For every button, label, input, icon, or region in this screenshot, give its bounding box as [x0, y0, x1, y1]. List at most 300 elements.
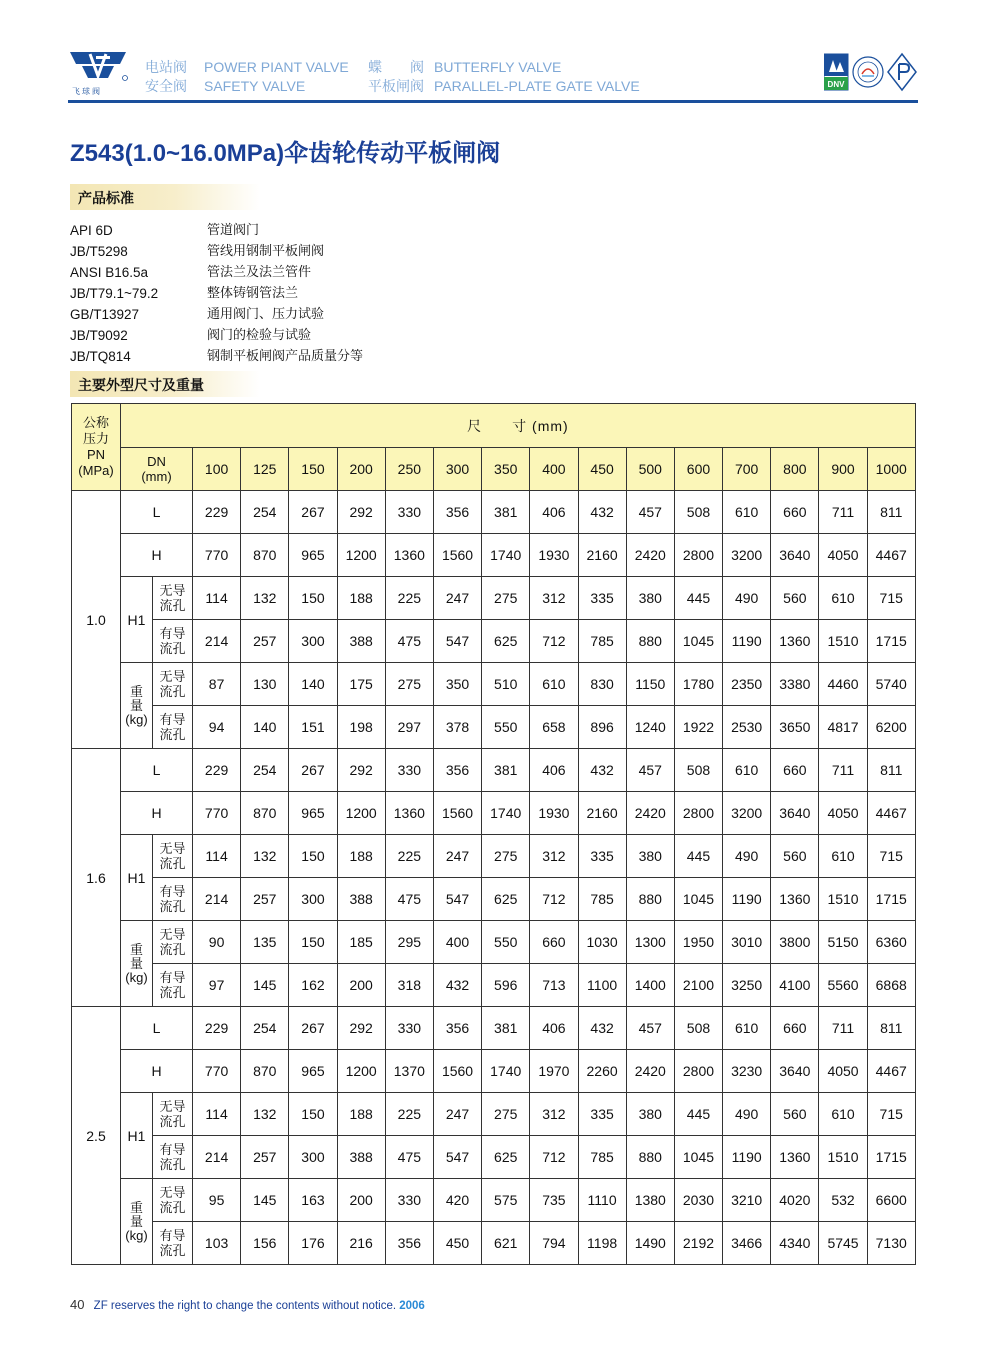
data-cell: 880	[626, 878, 674, 921]
data-cell: 1110	[578, 1179, 626, 1222]
data-cell: 2260	[578, 1050, 626, 1093]
data-cell: 257	[241, 620, 289, 663]
data-cell: 330	[385, 749, 433, 792]
data-cell: 1780	[674, 663, 722, 706]
data-cell: 162	[289, 964, 337, 1007]
data-cell: 1740	[482, 1050, 530, 1093]
data-cell: 140	[289, 663, 337, 706]
data-cell: 90	[193, 921, 241, 964]
data-cell: 490	[723, 835, 771, 878]
data-cell: 97	[193, 964, 241, 1007]
data-cell: 1030	[578, 921, 626, 964]
nav-cn-group-2	[368, 58, 424, 96]
dn-size-cell: 1000	[867, 448, 915, 491]
data-cell: 965	[289, 792, 337, 835]
data-cell: 297	[385, 706, 433, 749]
nav-cn-safety: 安全阀	[145, 78, 187, 94]
data-cell: 188	[337, 577, 385, 620]
data-cell: 378	[433, 706, 481, 749]
data-cell: 550	[482, 706, 530, 749]
data-cell: 1930	[530, 792, 578, 835]
data-cell: 6200	[867, 706, 915, 749]
data-cell: 275	[482, 835, 530, 878]
data-cell: 388	[337, 878, 385, 921]
data-cell: 1930	[530, 534, 578, 577]
data-cell: 3800	[771, 921, 819, 964]
data-cell: 254	[241, 491, 289, 534]
table-row	[72, 878, 916, 921]
table-row	[72, 835, 916, 878]
row-label-weight: 重 量 (kg)	[121, 1179, 153, 1265]
data-cell: 312	[530, 1093, 578, 1136]
data-cell: 94	[193, 706, 241, 749]
sub-label-no-hole: 无导 流孔	[153, 835, 193, 878]
data-cell: 335	[578, 577, 626, 620]
dn-size-cell: 250	[385, 448, 433, 491]
data-cell: 406	[530, 1007, 578, 1050]
company-logo-icon	[68, 44, 128, 92]
data-cell: 2160	[578, 792, 626, 835]
data-cell: 247	[433, 835, 481, 878]
data-cell: 550	[482, 921, 530, 964]
data-cell: 1190	[723, 1136, 771, 1179]
data-cell: 785	[578, 1136, 626, 1179]
data-cell: 1740	[482, 792, 530, 835]
data-cell: 200	[337, 964, 385, 1007]
data-cell: 1360	[385, 534, 433, 577]
data-cell: 381	[482, 1007, 530, 1050]
data-cell: 610	[530, 663, 578, 706]
data-cell: 713	[530, 964, 578, 1007]
data-cell: 432	[433, 964, 481, 1007]
data-cell: 2800	[674, 792, 722, 835]
page-header	[0, 0, 1000, 110]
data-cell: 490	[723, 577, 771, 620]
data-cell: 711	[819, 1007, 867, 1050]
table-row	[72, 1222, 916, 1265]
data-cell: 156	[241, 1222, 289, 1265]
row-label-l: L	[121, 491, 193, 534]
data-cell: 547	[433, 878, 481, 921]
sub-label-no-hole: 无导 流孔	[153, 1179, 193, 1222]
data-cell: 4020	[771, 1179, 819, 1222]
data-cell: 1380	[626, 1179, 674, 1222]
dn-size-cell: 600	[674, 448, 722, 491]
data-cell: 330	[385, 1179, 433, 1222]
data-cell: 254	[241, 1007, 289, 1050]
data-cell: 267	[289, 749, 337, 792]
data-cell: 432	[578, 491, 626, 534]
page-title: Z543(1.0~16.0MPa)伞齿轮传动平板闸阀	[70, 140, 501, 167]
data-cell: 4467	[867, 792, 915, 835]
data-cell: 432	[578, 749, 626, 792]
data-cell: 5150	[819, 921, 867, 964]
table-row	[72, 1007, 916, 1050]
sub-label-with-hole: 有导 流孔	[153, 706, 193, 749]
data-cell: 145	[241, 964, 289, 1007]
table-row	[72, 964, 916, 1007]
data-cell: 785	[578, 878, 626, 921]
data-cell: 150	[289, 835, 337, 878]
data-cell: 1400	[626, 964, 674, 1007]
data-cell: 356	[433, 749, 481, 792]
data-cell: 2420	[626, 792, 674, 835]
nav-cn-gate: 平板闸阀	[368, 78, 424, 94]
data-cell: 4050	[819, 534, 867, 577]
data-cell: 1922	[674, 706, 722, 749]
data-cell: 318	[385, 964, 433, 1007]
data-cell: 145	[241, 1179, 289, 1222]
data-cell: 660	[530, 921, 578, 964]
data-cell: 3200	[723, 534, 771, 577]
data-cell: 965	[289, 1050, 337, 1093]
data-cell: 295	[385, 921, 433, 964]
data-cell: 406	[530, 749, 578, 792]
data-cell: 445	[674, 835, 722, 878]
data-cell: 445	[674, 577, 722, 620]
data-cell: 4467	[867, 534, 915, 577]
dn-size-cell: 300	[433, 448, 481, 491]
data-cell: 660	[771, 1007, 819, 1050]
nav-en-group-2	[434, 58, 640, 96]
dimensions-table	[71, 403, 916, 1265]
nav-en-gate: PARALLEL-PLATE GATE VALVE	[434, 78, 640, 94]
data-cell: 188	[337, 835, 385, 878]
sub-label-with-hole: 有导 流孔	[153, 964, 193, 1007]
data-cell: 312	[530, 577, 578, 620]
data-cell: 380	[626, 835, 674, 878]
data-cell: 794	[530, 1222, 578, 1265]
data-cell: 870	[241, 534, 289, 577]
data-cell: 610	[819, 835, 867, 878]
data-cell: 510	[482, 663, 530, 706]
data-cell: 610	[819, 1093, 867, 1136]
data-cell: 176	[289, 1222, 337, 1265]
standard-desc: 阀门的检验与试验	[207, 328, 312, 343]
table-row	[72, 663, 916, 706]
data-cell: 532	[819, 1179, 867, 1222]
data-cell: 610	[723, 1007, 771, 1050]
data-cell: 3200	[723, 792, 771, 835]
table-row	[72, 1050, 916, 1093]
data-cell: 350	[433, 663, 481, 706]
sub-label-with-hole: 有导 流孔	[153, 878, 193, 921]
data-cell: 3640	[771, 1050, 819, 1093]
data-cell: 330	[385, 1007, 433, 1050]
data-cell: 3640	[771, 792, 819, 835]
table-row	[72, 921, 916, 964]
data-cell: 1360	[771, 878, 819, 921]
data-cell: 4050	[819, 792, 867, 835]
row-label-h1: H1	[121, 577, 153, 663]
data-cell: 150	[289, 921, 337, 964]
data-cell: 135	[241, 921, 289, 964]
data-cell: 95	[193, 1179, 241, 1222]
nav-en-butterfly: BUTTERFLY VALVE	[434, 59, 562, 75]
data-cell: 381	[482, 491, 530, 534]
data-cell: 4467	[867, 1050, 915, 1093]
data-cell: 1360	[771, 1136, 819, 1179]
data-cell: 1970	[530, 1050, 578, 1093]
data-cell: 870	[241, 792, 289, 835]
data-cell: 292	[337, 491, 385, 534]
data-cell: 712	[530, 878, 578, 921]
table-row	[72, 1093, 916, 1136]
data-cell: 257	[241, 1136, 289, 1179]
data-cell: 3250	[723, 964, 771, 1007]
data-cell: 1560	[433, 1050, 481, 1093]
data-cell: 267	[289, 1007, 337, 1050]
data-cell: 880	[626, 1136, 674, 1179]
pn-value-cell: 2.5	[72, 1007, 121, 1265]
data-cell: 965	[289, 534, 337, 577]
data-cell: 150	[289, 1093, 337, 1136]
data-cell: 114	[193, 1093, 241, 1136]
sub-label-no-hole: 无导 流孔	[153, 1093, 193, 1136]
data-cell: 151	[289, 706, 337, 749]
data-cell: 1200	[337, 792, 385, 835]
data-cell: 356	[433, 491, 481, 534]
data-cell: 3230	[723, 1050, 771, 1093]
data-cell: 175	[337, 663, 385, 706]
data-cell: 312	[530, 835, 578, 878]
data-cell: 560	[771, 1093, 819, 1136]
pn-value-cell: 1.6	[72, 749, 121, 1007]
data-cell: 188	[337, 1093, 385, 1136]
data-cell: 2530	[723, 706, 771, 749]
data-cell: 560	[771, 835, 819, 878]
data-cell: 198	[337, 706, 385, 749]
data-cell: 6360	[867, 921, 915, 964]
data-cell: 2350	[723, 663, 771, 706]
data-cell: 330	[385, 491, 433, 534]
data-cell: 3010	[723, 921, 771, 964]
data-cell: 225	[385, 577, 433, 620]
data-cell: 1740	[482, 534, 530, 577]
data-cell: 1045	[674, 620, 722, 663]
row-label-h1: H1	[121, 835, 153, 921]
data-cell: 432	[578, 1007, 626, 1050]
dn-size-cell: 900	[819, 448, 867, 491]
dn-size-cell: 700	[723, 448, 771, 491]
data-cell: 560	[771, 577, 819, 620]
data-cell: 1560	[433, 534, 481, 577]
data-cell: 621	[482, 1222, 530, 1265]
table-row	[72, 792, 916, 835]
data-cell: 490	[723, 1093, 771, 1136]
table-row	[72, 620, 916, 663]
data-cell: 4050	[819, 1050, 867, 1093]
data-cell: 715	[867, 1093, 915, 1136]
data-cell: 457	[626, 749, 674, 792]
standard-desc: 通用阀门、压力试验	[207, 307, 325, 322]
data-cell: 114	[193, 835, 241, 878]
data-cell: 770	[193, 792, 241, 835]
data-cell: 735	[530, 1179, 578, 1222]
data-cell: 335	[578, 1093, 626, 1136]
data-cell: 870	[241, 1050, 289, 1093]
data-cell: 4340	[771, 1222, 819, 1265]
row-label-h: H	[121, 1050, 193, 1093]
data-cell: 229	[193, 749, 241, 792]
nav-en-group-1	[204, 58, 349, 96]
nav-en-safety: SAFETY VALVE	[204, 78, 306, 94]
row-label-h1: H1	[121, 1093, 153, 1179]
data-cell: 1045	[674, 878, 722, 921]
data-cell: 6868	[867, 964, 915, 1007]
data-cell: 1360	[771, 620, 819, 663]
dn-size-cell: 100	[193, 448, 241, 491]
data-cell: 300	[289, 620, 337, 663]
data-cell: 1715	[867, 620, 915, 663]
data-cell: 380	[626, 1093, 674, 1136]
logo-caption: 飞球阀	[72, 87, 102, 96]
row-label-l: L	[121, 749, 193, 792]
dn-size-cell: 150	[289, 448, 337, 491]
standard-code: GB/T13927	[70, 307, 140, 322]
sub-label-no-hole: 无导 流孔	[153, 577, 193, 620]
standard-code: API 6D	[70, 223, 113, 238]
data-cell: 300	[289, 1136, 337, 1179]
data-cell: 508	[674, 749, 722, 792]
data-cell: 445	[674, 1093, 722, 1136]
data-cell: 896	[578, 706, 626, 749]
data-cell: 1950	[674, 921, 722, 964]
sub-label-no-hole: 无导 流孔	[153, 921, 193, 964]
data-cell: 140	[241, 706, 289, 749]
data-cell: 1198	[578, 1222, 626, 1265]
data-cell: 1190	[723, 878, 771, 921]
data-cell: 229	[193, 491, 241, 534]
dn-size-cell: 200	[337, 448, 385, 491]
data-cell: 3466	[723, 1222, 771, 1265]
row-label-h: H	[121, 792, 193, 835]
data-cell: 508	[674, 491, 722, 534]
data-cell: 880	[626, 620, 674, 663]
data-cell: 610	[723, 749, 771, 792]
data-cell: 2420	[626, 534, 674, 577]
table-row	[72, 749, 916, 792]
data-cell: 150	[289, 577, 337, 620]
pn-header-cell: 公称 压力 PN (MPa)	[72, 404, 121, 491]
data-cell: 114	[193, 577, 241, 620]
table-row	[72, 706, 916, 749]
data-cell: 381	[482, 749, 530, 792]
data-cell: 2030	[674, 1179, 722, 1222]
pn-value-cell: 1.0	[72, 491, 121, 749]
data-cell: 247	[433, 577, 481, 620]
standards-heading: 产品标准	[70, 184, 260, 210]
dnv-logo-icon	[824, 54, 848, 90]
data-cell: 2160	[578, 534, 626, 577]
data-cell: 275	[385, 663, 433, 706]
data-cell: 1360	[385, 792, 433, 835]
data-cell: 2420	[626, 1050, 674, 1093]
data-cell: 130	[241, 663, 289, 706]
data-cell: 660	[771, 491, 819, 534]
row-label-weight: 重 量 (kg)	[121, 921, 153, 1007]
data-cell: 625	[482, 620, 530, 663]
data-cell: 575	[482, 1179, 530, 1222]
sub-label-with-hole: 有导 流孔	[153, 1136, 193, 1179]
standard-desc: 管道阀门	[207, 223, 260, 238]
data-cell: 457	[626, 1007, 674, 1050]
svg-text:DNV: DNV	[827, 80, 845, 89]
standard-desc: 管线用钢制平板闸阀	[207, 244, 325, 259]
data-cell: 450	[433, 1222, 481, 1265]
data-cell: 229	[193, 1007, 241, 1050]
dn-size-cell: 400	[530, 448, 578, 491]
data-cell: 1300	[626, 921, 674, 964]
data-cell: 625	[482, 1136, 530, 1179]
dn-header-cell: DN (mm)	[121, 448, 193, 491]
data-cell: 712	[530, 1136, 578, 1179]
footer-year: 2006	[399, 1300, 425, 1312]
dn-size-cell: 350	[482, 448, 530, 491]
data-cell: 658	[530, 706, 578, 749]
nav-cn-power-plant: 电站阀	[145, 59, 187, 75]
data-cell: 2192	[674, 1222, 722, 1265]
data-cell: 225	[385, 1093, 433, 1136]
data-cell: 6600	[867, 1179, 915, 1222]
data-cell: 715	[867, 835, 915, 878]
data-cell: 214	[193, 1136, 241, 1179]
data-cell: 3210	[723, 1179, 771, 1222]
data-cell: 380	[626, 577, 674, 620]
data-cell: 257	[241, 878, 289, 921]
data-cell: 1200	[337, 534, 385, 577]
data-cell: 254	[241, 749, 289, 792]
data-cell: 830	[578, 663, 626, 706]
table-row	[72, 577, 916, 620]
data-cell: 292	[337, 749, 385, 792]
data-cell: 247	[433, 1093, 481, 1136]
data-cell: 4817	[819, 706, 867, 749]
table-row	[72, 1136, 916, 1179]
data-cell: 388	[337, 1136, 385, 1179]
data-cell: 3650	[771, 706, 819, 749]
data-cell: 1715	[867, 878, 915, 921]
data-cell: 185	[337, 921, 385, 964]
data-cell: 3380	[771, 663, 819, 706]
data-cell: 1240	[626, 706, 674, 749]
row-label-l: L	[121, 1007, 193, 1050]
data-cell: 712	[530, 620, 578, 663]
nav-en-power-plant: POWER PIANT VALVE	[204, 59, 349, 75]
data-cell: 1100	[578, 964, 626, 1007]
data-cell: 547	[433, 1136, 481, 1179]
standard-desc: 钢制平板闸阀产品质量分等	[207, 349, 364, 364]
row-label-weight: 重 量 (kg)	[121, 663, 153, 749]
data-cell: 1190	[723, 620, 771, 663]
data-cell: 5560	[819, 964, 867, 1007]
data-cell: 508	[674, 1007, 722, 1050]
data-cell: 1510	[819, 1136, 867, 1179]
sub-label-with-hole: 有导 流孔	[153, 620, 193, 663]
data-cell: 4460	[819, 663, 867, 706]
api-monogram-icon	[888, 54, 916, 90]
dimension-title-cell: 尺 寸 (mm)	[121, 404, 916, 448]
data-cell: 475	[385, 878, 433, 921]
dn-size-cell: 800	[771, 448, 819, 491]
data-cell: 715	[867, 577, 915, 620]
data-cell: 275	[482, 577, 530, 620]
standard-desc: 管法兰及法兰管件	[207, 265, 312, 280]
data-cell: 163	[289, 1179, 337, 1222]
data-cell: 132	[241, 835, 289, 878]
table-row	[72, 534, 916, 577]
data-cell: 87	[193, 663, 241, 706]
